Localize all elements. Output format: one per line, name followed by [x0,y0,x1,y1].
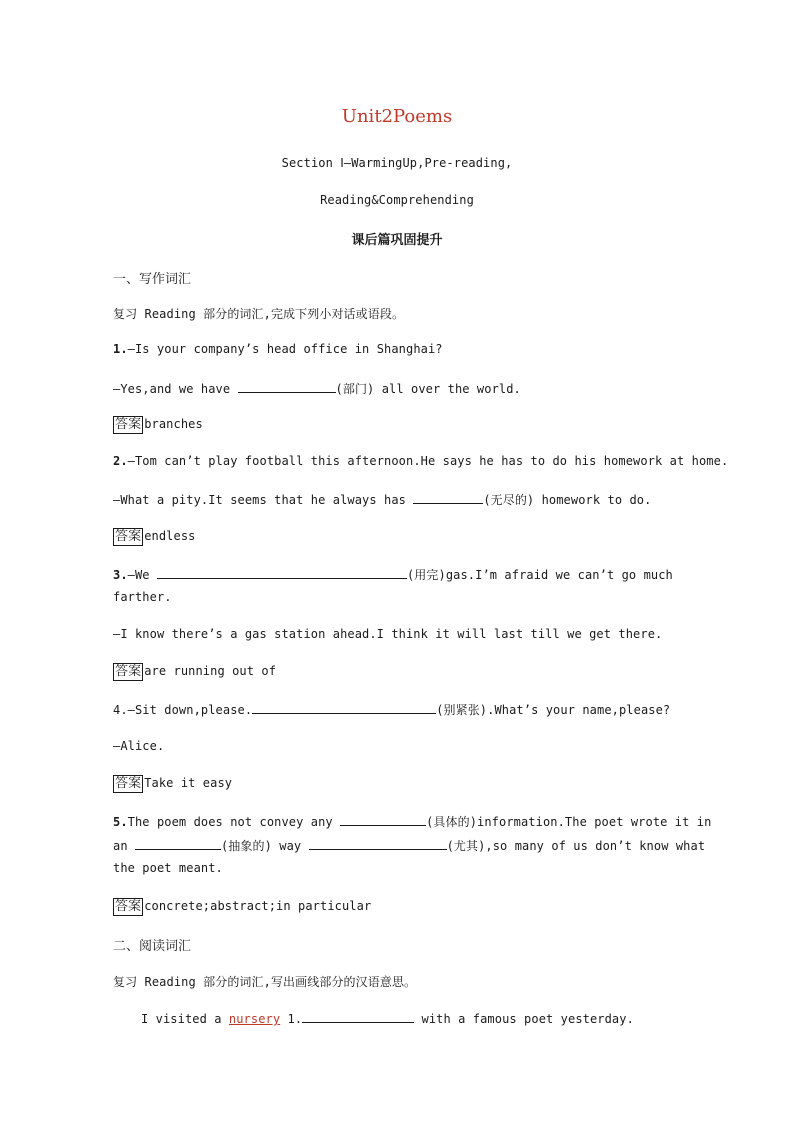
part1-instruction: 复习 Reading 部分的词汇,完成下列小对话或语段。 [113,307,405,321]
q5-line1-hint: (具体的)information.The poet wrote it in [426,815,712,829]
part2-heading: 二、阅读词汇 [113,939,192,954]
part2-blank [302,1010,414,1023]
q4-line1-hint: (别紧张).What’s your name,please? [436,703,671,717]
q1-line2-hint: (部门) all over the world. [335,382,521,396]
unit-title: Unit2Poems [341,106,453,127]
q5-number: 5. [113,815,128,829]
part2-instruction: 复习 Reading 部分的词汇,写出画线部分的汉语意思。 [113,975,417,989]
q5-blank-3 [309,837,447,850]
q4-answer: Take it easy [144,776,233,790]
q1-answer: branches [144,417,203,431]
q5-blank-1 [340,813,426,826]
q2-line2-hint: (无尽的) homework to do. [483,493,652,507]
subtitle: 课后篇巩固提升 [351,233,443,248]
q1-answer-row [113,416,203,434]
q3-line1-text: —We [127,568,157,582]
section-title-line1: Section Ⅰ—WarmingUp,Pre-reading, [281,156,513,170]
answer-label: 答案 [115,417,142,432]
q4-line1-text: —Sit down,please. [127,703,253,717]
part2-sentence-post: with a famous poet yesterday. [414,1012,634,1026]
q5-line1 [113,813,711,830]
q2-line2 [113,491,651,508]
q5-answer-row [113,898,371,916]
q1-line2-text: —Yes,and we have [113,382,238,396]
q1-line1 [113,342,443,356]
q3-answer-row [113,663,276,681]
q4-blank [252,701,436,714]
answer-label: 答案 [115,529,142,544]
q5-line2 [113,837,705,854]
q2-answer-row [113,528,195,546]
q2-line1 [113,454,728,468]
part2-sentence [141,1010,634,1026]
q1-number: 1. [113,342,128,356]
part2-sentence-pre: I visited a [141,1012,229,1026]
q4-number: 4. [113,703,128,717]
answer-label: 答案 [115,899,142,914]
q5-line3: the poet meant. [113,861,223,875]
q5-blank-2 [135,837,221,850]
q2-question: —Tom can’t play football this afternoon.He says he has to do his homework at home. [127,454,729,468]
q1-question: —Is your company’s head office in Shanghai? [127,342,443,356]
q4-line2: —Alice. [113,739,165,753]
q5-line2-text-b: (抽象的) way [220,839,309,853]
answer-label: 答案 [115,664,142,679]
q1-line2 [113,380,521,397]
q3-answer: are running out of [144,664,277,678]
q5-answer: concrete;abstract;in particular [144,899,372,913]
q3-line3: —I know there’s a gas station ahead.I think it will last till we get there. [113,627,663,641]
q1-blank [238,380,336,393]
q4-answer-row [113,775,232,793]
q3-blank [157,566,407,579]
q3-line1-hint: (用完)gas.I’m afraid we can’t go much [406,568,673,582]
q2-line2-text: —What a pity.It seems that he always has [113,493,414,507]
section-title-line2: Reading&Comprehending [320,193,474,207]
part2-blank-number: 1. [280,1012,303,1026]
part1-heading: 一、写作词汇 [113,272,192,287]
q3-number: 3. [113,568,128,582]
q5-line2-text-c: (尤其),so many of us don’t know what [446,839,706,853]
q5-line2-text-a: an [113,839,135,853]
q3-line1 [113,566,673,583]
underlined-word: nursery [228,1012,281,1026]
answer-label: 答案 [115,776,142,791]
q5-line1-text: The poem does not convey any [127,815,341,829]
q2-blank [413,491,483,504]
q3-line2: farther. [113,590,172,604]
q4-line1 [113,701,670,718]
q2-answer: endless [144,529,196,543]
q2-number: 2. [113,454,128,468]
